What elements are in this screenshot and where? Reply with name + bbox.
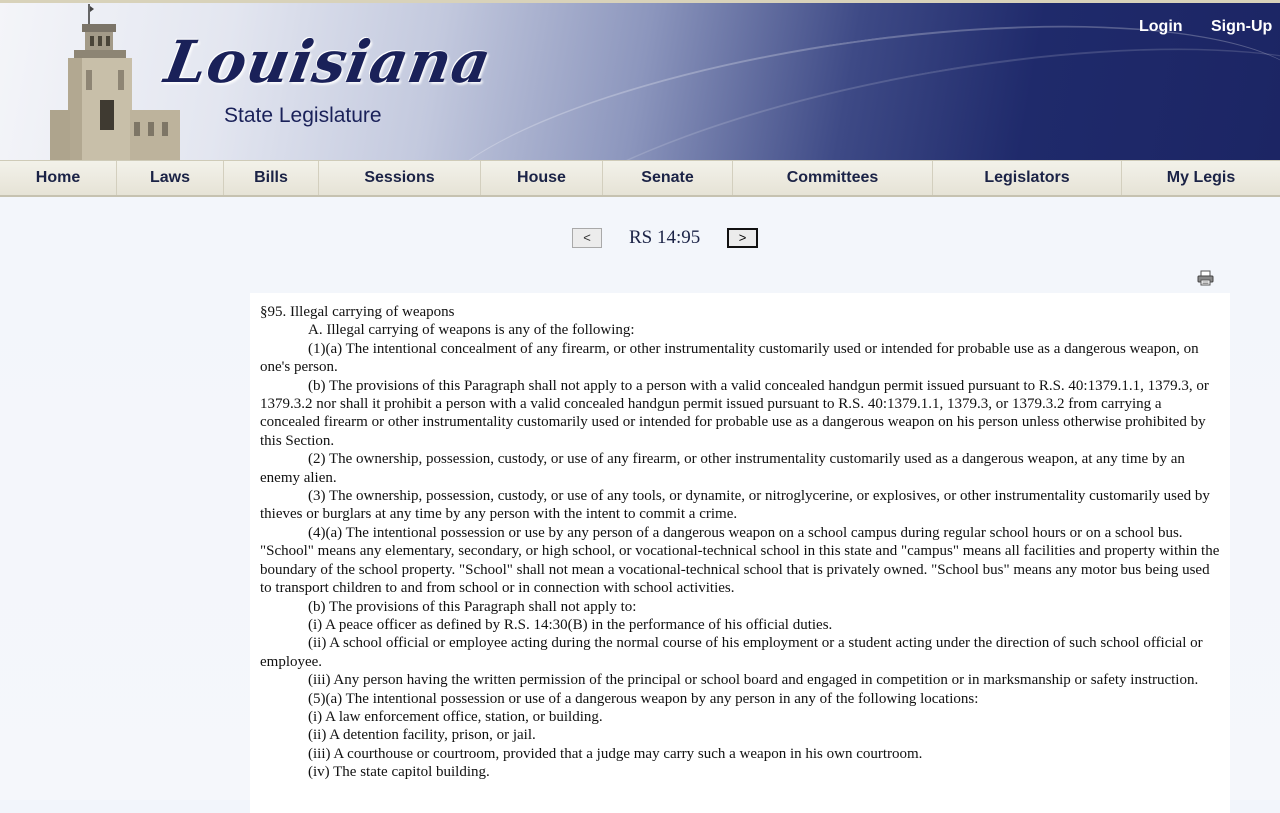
- statute-paragraph: (iv) The state capitol building.: [308, 764, 490, 781]
- nav-item-laws[interactable]: Laws: [117, 161, 224, 195]
- statute-paragraph: (i) A law enforcement office, station, or building.: [308, 708, 603, 725]
- statute-paragraph: (iii) A courthouse or courtroom, provided that a judge may carry such a weapon in his own courtroom.: [308, 745, 923, 762]
- statute-heading: §95. Illegal carrying of weapons: [260, 304, 455, 320]
- statute-paragraph: (b) The provisions of this Paragraph shall not apply to:: [308, 598, 637, 615]
- statute-paragraph: (5)(a) The intentional possession or use of a dangerous weapon by any person in any of the following locations:: [308, 690, 979, 707]
- statute-document: [250, 293, 1230, 813]
- login-link[interactable]: Login: [1139, 18, 1183, 35]
- signup-link[interactable]: Sign-Up: [1211, 18, 1273, 35]
- nav-item-home[interactable]: Home: [0, 161, 117, 195]
- statute-paragraph: (ii) A detention facility, prison, or jail.: [308, 727, 536, 744]
- header-top-line: [0, 0, 1280, 3]
- next-statute-button[interactable]: >: [727, 228, 758, 248]
- statute-paragraph: (i) A peace officer as defined by R.S. 14:30(B) in the performance of his official duties.: [308, 616, 833, 633]
- statute-paragraph: (4)(a) The intentional possession or use by any person of a dangerous weapon on a school campus during regular school hours or on a school bus. "School" means any elementary, secondary, or high school, or vocational-technical school in this state and "campus" means all facilities and property within the boundary of the school property. "School" shall not mean a vocational-technical school that is privately owned. "School bus" means any motor bus being used to transport children to and from school or in connection with school activities.: [260, 524, 1220, 597]
- previous-statute-button[interactable]: <: [572, 228, 602, 248]
- nav-item-senate[interactable]: Senate: [603, 161, 733, 195]
- logo-script-text: Louisiana: [160, 28, 497, 96]
- nav-item-house[interactable]: House: [481, 161, 603, 195]
- statute-paragraph: A. Illegal carrying of weapons is any of the following:: [308, 322, 635, 339]
- main-nav: [0, 160, 1280, 197]
- nav-item-legislators[interactable]: Legislators: [933, 161, 1122, 195]
- nav-item-sessions[interactable]: Sessions: [319, 161, 481, 195]
- nav-item-committees[interactable]: Committees: [733, 161, 933, 195]
- statute-paragraph: (ii) A school official or employee acting during the normal course of his employment or a student acting under the direction of such school official or employee.: [260, 635, 1203, 670]
- capitol-building-icon: [30, 0, 180, 160]
- nav-item-bills[interactable]: Bills: [224, 161, 319, 195]
- statute-title: RS 14:95: [629, 227, 701, 248]
- site-header-banner: [0, 0, 1280, 160]
- statute-paragraph: (iii) Any person having the written permission of the principal or school board and engaged in competition or in marksmanship or safety instruction.: [308, 672, 1199, 689]
- statute-paragraph: (3) The ownership, possession, custody, or use of any tools, or dynamite, or nitroglycerine, or explosives, or other instrumentality customarily used by thieves or burglars at any time by any person with the intent to commit a crime.: [260, 488, 1210, 523]
- nav-item-my-legis[interactable]: My Legis: [1166, 169, 1236, 186]
- statute-paragraph: (1)(a) The intentional concealment of any firearm, or other instrumentality customarily used or intended for probable use as a dangerous weapon, on one's person.: [260, 340, 1199, 376]
- logo-subtitle: State Legislature: [224, 104, 382, 127]
- printer-icon[interactable]: [1197, 270, 1214, 286]
- statute-paragraph: (2) The ownership, possession, custody, or use of any firearm, or other instrumentality customarily used as a dangerous weapon, at any time by an enemy alien.: [260, 451, 1185, 486]
- statute-paragraph: (b) The provisions of this Paragraph shall not apply to a person with a valid concealed handgun permit issued pursuant to R.S. 40:1379.1.1, 1379.3, or 1379.3.2 nor shall it prohibit a person with a valid concealed handgun permit issued pursuant to R.S. 40:1379.1.1, 1379.3, or 1379.3.2 from carrying a concealed firearm or other instrumentality customarily used or intended for probable use as a dangerous weapon on his person unless otherwise prohibited by this Section.: [260, 377, 1209, 449]
